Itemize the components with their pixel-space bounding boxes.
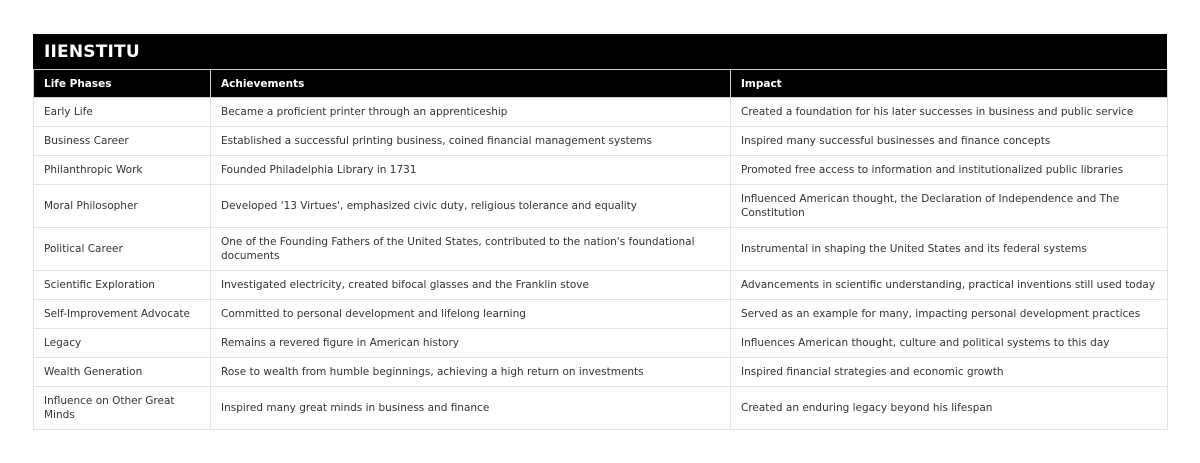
achievement-cell: Investigated electricity, created bifocal glasses and the Franklin stove bbox=[211, 271, 731, 300]
phase-cell: Business Career bbox=[34, 127, 211, 156]
table-row bbox=[34, 228, 1168, 271]
achievement-cell: Founded Philadelphia Library in 1731 bbox=[211, 156, 731, 185]
table-container bbox=[33, 34, 1167, 430]
impact-cell: Created an enduring legacy beyond his lifespan bbox=[731, 387, 1168, 430]
impact-cell: Influenced American thought, the Declaration of Independence and The Constitution bbox=[731, 185, 1168, 228]
impact-cell: Influences American thought, culture and political systems to this day bbox=[731, 329, 1168, 358]
table-row bbox=[34, 98, 1168, 127]
achievement-cell: Rose to wealth from humble beginnings, achieving a high return on investments bbox=[211, 358, 731, 387]
table-row bbox=[34, 271, 1168, 300]
table-row bbox=[34, 156, 1168, 185]
table-row bbox=[34, 329, 1168, 358]
achievement-cell: One of the Founding Fathers of the United States, contributed to the nation's foundational documents bbox=[211, 228, 731, 271]
table-row bbox=[34, 387, 1168, 430]
phase-cell: Moral Philosopher bbox=[34, 185, 211, 228]
achievement-cell: Established a successful printing business, coined financial management systems bbox=[211, 127, 731, 156]
column-header-life-phases: Life Phases bbox=[34, 70, 211, 98]
column-header-impact: Impact bbox=[731, 70, 1168, 98]
achievement-cell: Became a proficient printer through an apprenticeship bbox=[211, 98, 731, 127]
phase-cell: Wealth Generation bbox=[34, 358, 211, 387]
achievement-cell: Developed '13 Virtues', emphasized civic duty, religious tolerance and equality bbox=[211, 185, 731, 228]
phase-cell: Legacy bbox=[34, 329, 211, 358]
achievement-cell: Remains a revered figure in American history bbox=[211, 329, 731, 358]
phase-cell: Influence on Other Great Minds bbox=[34, 387, 211, 430]
impact-cell: Served as an example for many, impacting personal development practices bbox=[731, 300, 1168, 329]
achievement-cell: Committed to personal development and lifelong learning bbox=[211, 300, 731, 329]
phase-cell: Self-Improvement Advocate bbox=[34, 300, 211, 329]
impact-cell: Inspired financial strategies and economic growth bbox=[731, 358, 1168, 387]
impact-cell: Inspired many successful businesses and finance concepts bbox=[731, 127, 1168, 156]
impact-cell: Instrumental in shaping the United States and its federal systems bbox=[731, 228, 1168, 271]
impact-cell: Promoted free access to information and institutionalized public libraries bbox=[731, 156, 1168, 185]
phase-cell: Political Career bbox=[34, 228, 211, 271]
phase-cell: Early Life bbox=[34, 98, 211, 127]
brand-title: IIENSTITU bbox=[33, 34, 1167, 69]
impact-cell: Created a foundation for his later successes in business and public service bbox=[731, 98, 1168, 127]
life-phases-table bbox=[33, 69, 1168, 430]
table-row bbox=[34, 358, 1168, 387]
achievement-cell: Inspired many great minds in business and finance bbox=[211, 387, 731, 430]
impact-cell: Advancements in scientific understanding, practical inventions still used today bbox=[731, 271, 1168, 300]
phase-cell: Scientific Exploration bbox=[34, 271, 211, 300]
phase-cell: Philanthropic Work bbox=[34, 156, 211, 185]
header-row bbox=[34, 70, 1168, 98]
table-row bbox=[34, 300, 1168, 329]
table-row bbox=[34, 127, 1168, 156]
table-row bbox=[34, 185, 1168, 228]
column-header-achievements: Achievements bbox=[211, 70, 731, 98]
